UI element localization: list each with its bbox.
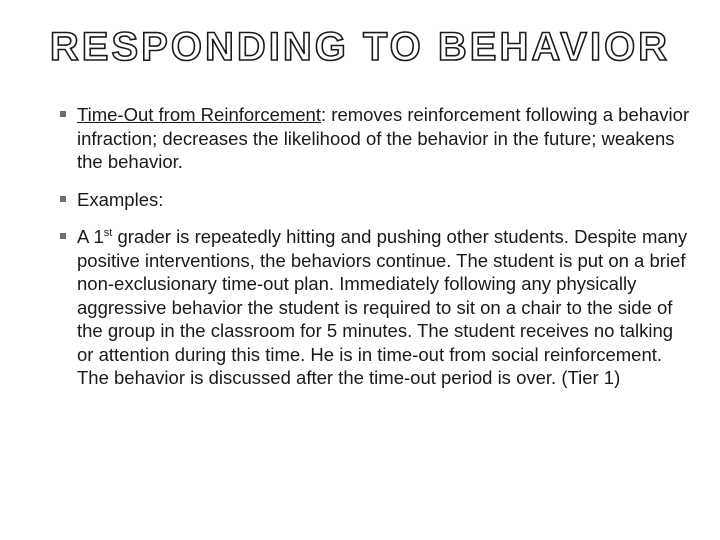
bullet-example-text [60, 225, 690, 390]
definition-term: Time-Out from Reinforcement [77, 104, 321, 125]
ordinal-suffix: st [103, 227, 113, 239]
square-bullet-icon [60, 196, 66, 202]
bullet-examples-heading [60, 188, 690, 212]
example-text-rest: grader is repeatedly hitting and pushing other students. Despite many positive interventions, the behaviors continue. The student is put on a brief non-exclusionary time-out plan. Immediately following any physically aggressive behavior the student is required to sit on a chair to the side of the group in the classroom for 5 minutes. The student receives no talking or attention during this time. He is in time-out from social reinforcement. The behavior is discussed after the time-out period is over. (Tier 1) [77, 226, 688, 388]
example-text-start: A 1 [77, 226, 104, 247]
bullet-definition [60, 103, 690, 174]
square-bullet-icon [60, 233, 66, 239]
definition-text: : removes reinforcement following a behavior infraction; decreases the likelihood of the behavior in the future; weakens the behavior. [77, 104, 690, 172]
examples-label: Examples: [77, 188, 164, 210]
slide-title: RESPONDING TO BEHAVIOR [49, 25, 671, 69]
bullet-list [60, 103, 690, 404]
square-bullet-icon [60, 111, 66, 117]
